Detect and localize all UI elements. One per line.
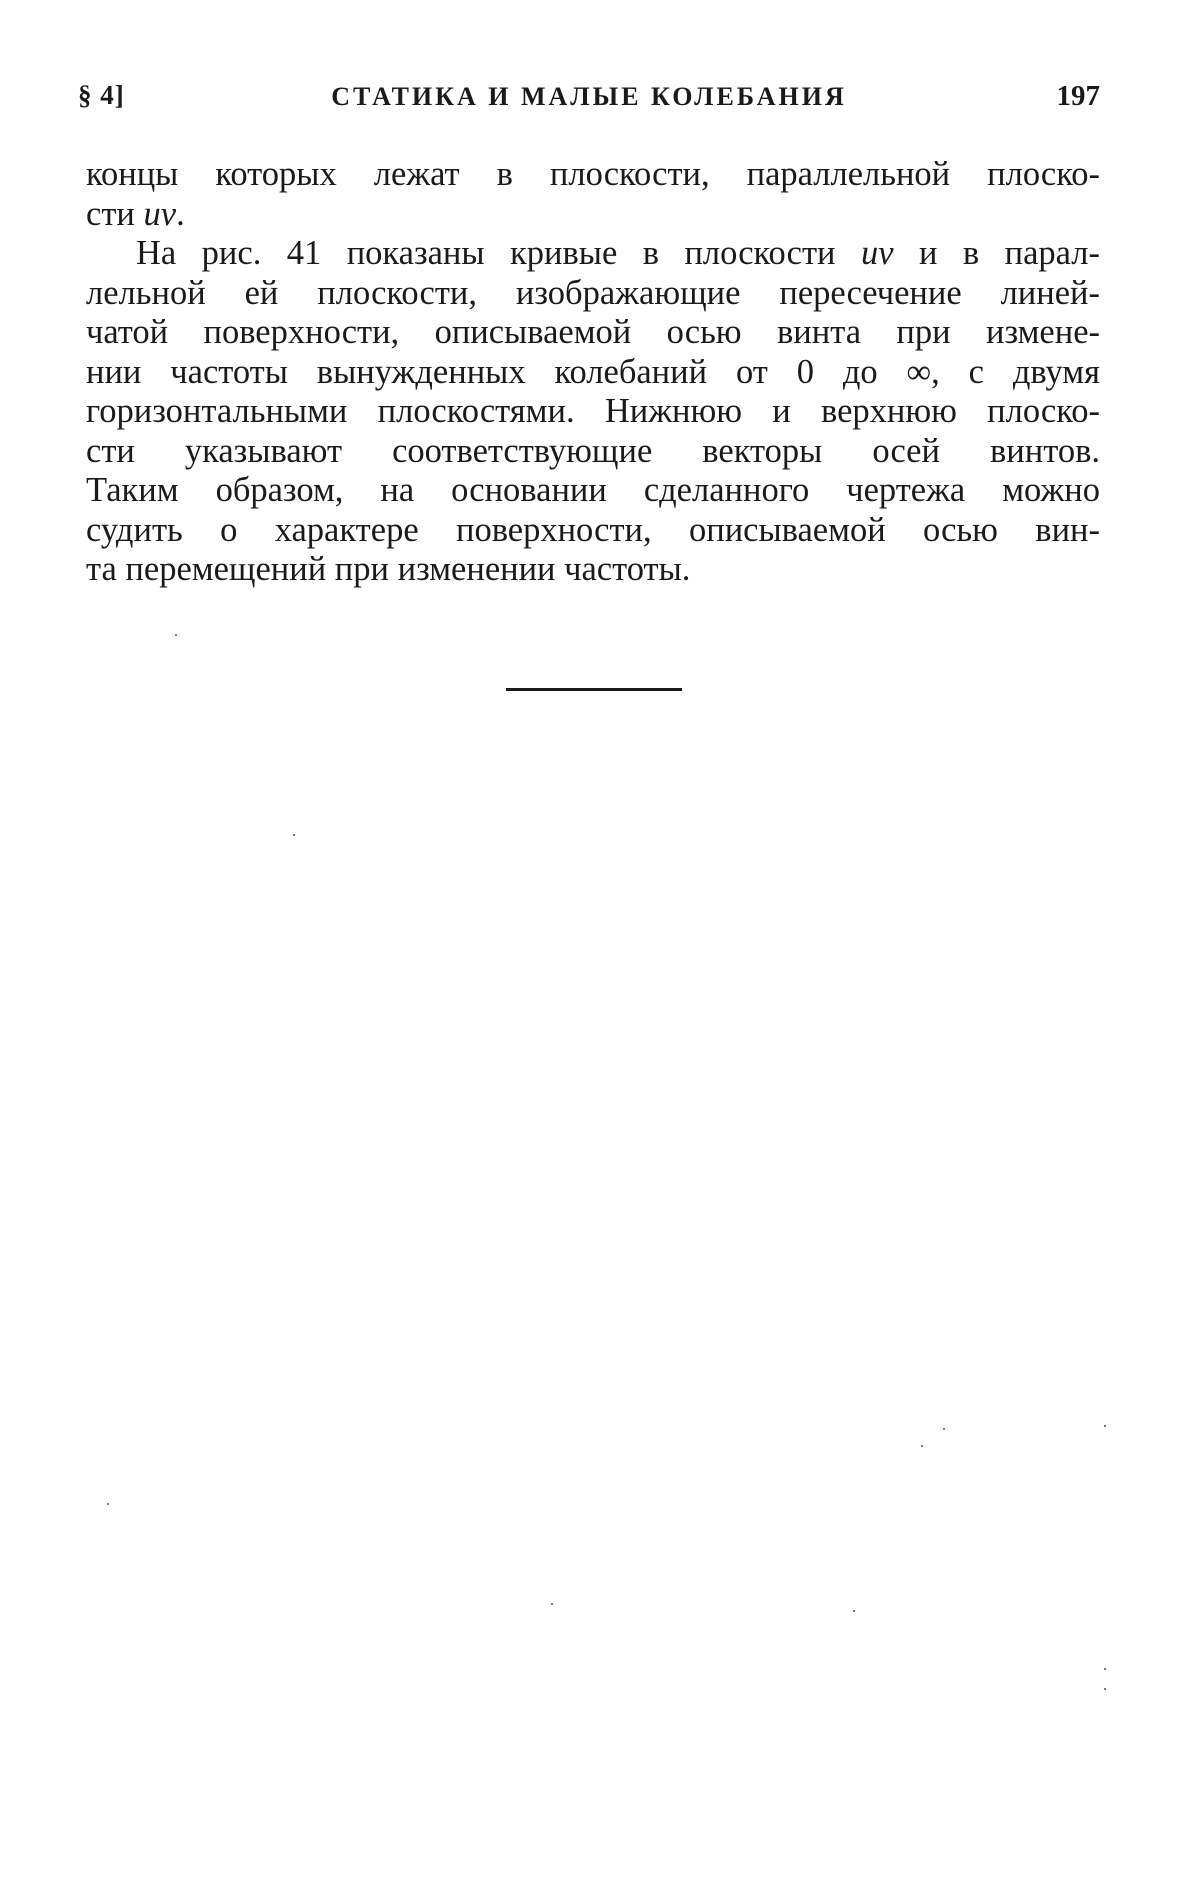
text-line: Таким образом, на основании сделанного чертежа можно: [86, 471, 1100, 509]
text-fragment: На рис. 41 показаны кривые в плоскости: [136, 234, 836, 272]
text-line: судить о характере поверхности, описываемой осью вин-: [86, 510, 1100, 549]
scan-speck: [1104, 1668, 1106, 1670]
text-line: сти указывают соответствующие векторы осей винтов.: [86, 431, 1100, 470]
punctuation: .: [176, 194, 185, 233]
scan-speck: [1104, 1425, 1106, 1427]
text-fragment: и в парал-: [919, 234, 1101, 272]
text-line: чатой поверхности, описываемой осью винта при измене-: [86, 313, 1100, 351]
chapter-end-rule: [506, 688, 682, 691]
text-line: лельной ей плоскости, изображающие пересечение линей-: [86, 273, 1100, 312]
scan-speck: [107, 1503, 109, 1505]
text-line: [86, 195, 1100, 235]
scan-speck: [175, 634, 177, 636]
scan-speck: [921, 1445, 923, 1447]
section-marker: § 4]: [78, 80, 125, 110]
chapter-title: СТАТИКА И МАЛЫЕ КОЛЕБАНИЯ: [331, 82, 847, 111]
text-line: та перемещений при изменении частоты.: [86, 550, 691, 588]
text-line: нии частоты вынужденных колебаний от 0 до ∞, с двумя: [86, 352, 1100, 391]
body-text: [86, 155, 1100, 590]
text-line: горизонтальными плоскостями. Нижнюю и верхнюю плоско-: [86, 392, 1100, 430]
page-number: 197: [1056, 80, 1100, 112]
variable-uv: uv: [860, 234, 894, 272]
text-fragment: сти: [86, 194, 135, 233]
scan-speck: [943, 1428, 945, 1430]
scan-speck: [551, 1603, 553, 1605]
variable-uv: uv: [143, 194, 177, 233]
scan-speck: [293, 834, 295, 836]
scan-speck: [1104, 1688, 1106, 1690]
text-line: [86, 234, 1100, 274]
text-line: концы которых лежат в плоскости, параллельной плоско-: [86, 155, 1100, 193]
running-head: [78, 80, 1100, 120]
scan-speck: [853, 1610, 855, 1612]
